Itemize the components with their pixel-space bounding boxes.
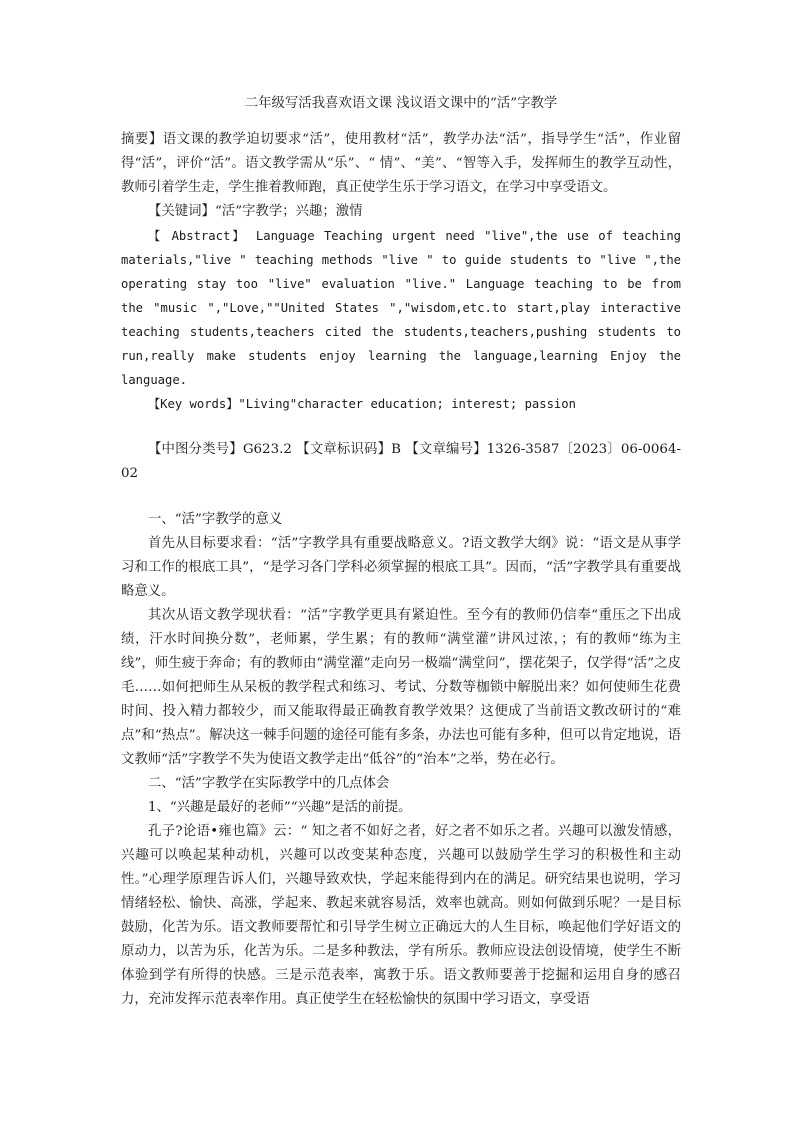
spacer (121, 416, 681, 438)
section-2-paragraph-1: 孔子?论语•雍也篇》云：“ 知之者不如好之者，好之者不如乐之者。兴趣可以激发情感，兴趣可以唤起某种动机，兴趣可以改变某种态度，兴趣可以鼓励学生学习的积极性和主动性。”心理学原理告诉人们，兴趣导致欢快，学起来能得到内在的满足。研究结果也说明，学习情绪轻松、愉快、高涨，学起来、教起来就容易活，效率也就高。则如何做到乐呢？一是目标鼓励，化苦为乐。语文教师要帮忙和引导学生树立正确远大的人生目标，唤起他们学好语文的原动力，以苦为乐，化苦为乐。二是多种教法，学有所乐。教师应设法创设情境，使学生不断体验到学有所得的快感。三是示范表率，寓教于乐。语文教师要善于挖掘和运用自身的感召力，充沛发挥示范表率作用。真正使学生在轻松愉快的氛围中学习语文，享受语 (121, 824, 681, 1007)
abstract-english: 【 Abstract】 Language Teaching urgent need "live",the use of teaching materials,"live " teaching methods "live " to guide students to "live ",the operating stay too "live" evaluation "live." Language teaching to be from the "music ","Love,""United States ","wisdom,etc.to start,play interactive teaching students,teachers cited the students,teachers,pushing students to run,really make students enjoy learning the language,learning Enjoy the language. (121, 229, 681, 387)
paper-page (121, 92, 681, 1012)
keywords-chinese: 【关键词】“活”字教学；兴趣；激情 (148, 204, 363, 219)
keywords-english: 【Key words】"Living"character education; interest; passion (148, 397, 576, 411)
section-1-paragraph-1: 首先从目标要求看：“活”字教学具有重要战略意义。?语文教学大纲》说：“语文是从事学习和工作的根底工具”，“是学习各门学科必须掌握的根底工具”。因而，“活”字教学具有重要战略意义。 (121, 536, 681, 599)
classification-line: 【中图分类号】G623.2 【文章标识码】B 【文章编号】1326-3587〔2023〕06-0064-02 (121, 442, 681, 481)
paper-title: 二年级写活我喜欢语文课 浅议语文课中的“活”字教学 (244, 96, 558, 111)
section-2-heading: 二、“活”字教学在实际教学中的几点体会 (148, 776, 390, 791)
spacer (121, 486, 681, 508)
section-2-subheading-1: 1、“兴趣是最好的老师”“兴趣”是活的前提。 (148, 800, 412, 815)
section-1-heading: 一、“活”字教学的意义 (148, 512, 283, 527)
abstract-chinese: 摘要】语文课的教学迫切要求“活”，使用教材“活”，教学办法“活”，指导学生“活”，作业留得“活”，评价“活”。语文教学需从“乐”、“ 情”、“美”、“智等入手，发挥师生的教学互动性，教师引着学生走，学生推着教师跑，真正使学生乐于学习语文，在学习中享受语文。 (121, 132, 681, 195)
section-1-paragraph-2: 其次从语文教学现状看：“活”字教学更具有紧迫性。至今有的教师仍信奉“重压之下出成绩，汗水时间换分数”，老师累，学生累；有的教师“满堂灌”讲风过浓，；有的教师“练为主线”，师生疲于奔命；有的教师由“满堂灌”走向另一极端“满堂问”，摆花架子，仅学得“活”之皮毛……如何把师生从呆板的教学程式和练习、考试、分数等枷锁中解脱出来？如何使师生花费时间、投入精力都较少，而又能取得最正确教育教学效果？这便成了当前语文教改研讨的“难点”和“热点”。解决这一棘手问题的途径可能有多条，办法也可能有多种，但可以肯定地说，语文教师“活”字教学不失为使语文教学走出“低谷”的“治本”之举，势在必行。 (121, 608, 681, 767)
